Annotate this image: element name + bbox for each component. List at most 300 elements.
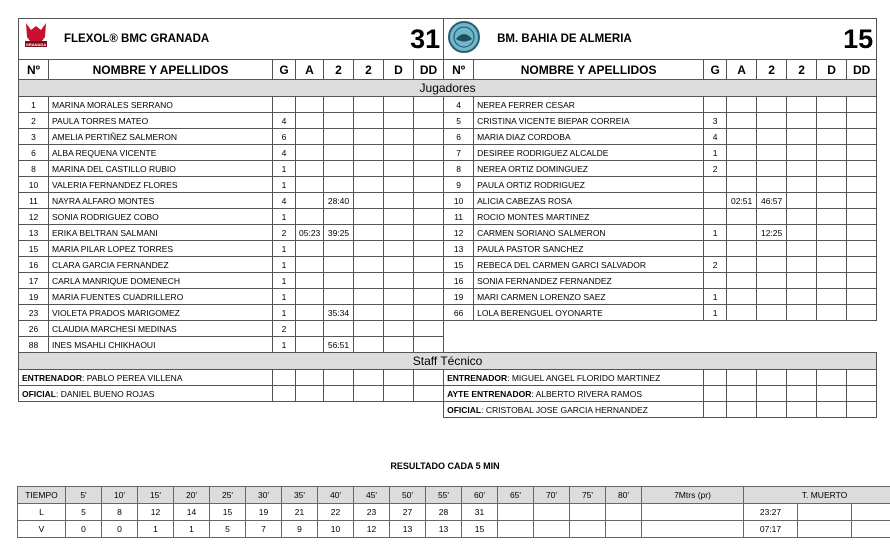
home-player-stat [354,129,384,145]
player-row [19,305,877,321]
away-player-stat [727,289,757,305]
column-header: DD [847,60,877,80]
staff-stat [273,370,296,386]
results-value [534,521,570,538]
player-row [19,241,877,257]
away-player-stat [704,97,727,113]
results-value: 13 [390,521,426,538]
empty-area [444,321,877,353]
home-player-stat [324,289,354,305]
home-player-number: 16 [19,257,49,273]
home-player-name: ALBA REQUENA VICENTE [49,145,273,161]
home-player-stat [384,177,414,193]
away-player-stat [847,289,877,305]
away-player-name: MARIA DIAZ CORDOBA [474,129,704,145]
away-player-stat [817,209,847,225]
staff-section-row [19,353,877,370]
staff-role: ENTRENADOR [22,372,82,383]
home-player-stat [324,257,354,273]
staff-stat [354,386,384,402]
home-player-stat [296,129,324,145]
home-player-stat [384,209,414,225]
player-row [19,97,877,113]
player-row [19,193,877,209]
away-player-stat [787,225,817,241]
home-player-stat [324,209,354,225]
away-player-stat [847,193,877,209]
results-header-cell: 20' [174,487,210,504]
home-player-name: CLARA GARCIA FERNANDEZ [49,257,273,273]
results-value [534,504,570,521]
home-player-stat: 35:34 [324,305,354,321]
home-player-number: 13 [19,225,49,241]
home-player-stat [354,305,384,321]
player-row [19,289,877,305]
away-player-stat [757,161,787,177]
column-header: A [727,60,757,80]
away-player-stat [727,97,757,113]
away-team-name: BM. BAHIA DE ALMERIA [497,33,632,45]
home-player-stat [414,273,444,289]
staff-stat [787,402,817,418]
home-player-number: 26 [19,321,49,337]
results-value: 12 [138,504,174,521]
home-player-number: 11 [19,193,49,209]
home-player-stat [324,177,354,193]
home-player-stat [414,305,444,321]
staff-stat [787,386,817,402]
away-player-number: 8 [444,161,474,177]
staff-stat [727,370,757,386]
away-player-stat: 2 [704,257,727,273]
column-header: D [384,60,414,80]
results-title: RESULTADO CADA 5 MIN [390,461,500,471]
players-table [18,18,877,418]
column-header: Nº [444,60,474,80]
away-player-stat [727,257,757,273]
away-player-stat [847,209,877,225]
home-player-name: MARIA PILAR LOPEZ TORRES [49,241,273,257]
away-player-stat [787,129,817,145]
away-player-number: 12 [444,225,474,241]
results-header-cell: 45' [354,487,390,504]
away-player-stat [787,97,817,113]
player-row [19,145,877,161]
results-table [17,486,890,538]
away-player-stat [757,257,787,273]
results-value: 0 [102,521,138,538]
results-value: 15 [462,521,498,538]
staff-stat [727,386,757,402]
home-player-stat [414,337,444,353]
away-player-stat [727,113,757,129]
column-header: G [273,60,296,80]
home-player-stat [384,337,414,353]
away-player-name: LOLA BERENGUEL OYONARTE [474,305,704,321]
staff-stat [757,402,787,418]
player-row [19,113,877,129]
home-player-stat [414,257,444,273]
away-player-stat [847,225,877,241]
timeout-value: 07:17 [744,521,798,538]
results-header-cell: 80' [606,487,642,504]
home-player-stat: 1 [273,241,296,257]
results-row-label: V [18,521,66,538]
home-player-number: 10 [19,177,49,193]
away-team-header [444,19,877,60]
home-player-name: MARIA FUENTES CUADRILLERO [49,289,273,305]
results-value: 1 [138,521,174,538]
home-staff-member [19,370,273,386]
away-player-stat: 2 [704,161,727,177]
results-value: 5 [210,521,246,538]
away-player-stat [817,289,847,305]
home-player-name: SONIA RODRIGUEZ COBO [49,209,273,225]
home-player-stat [384,289,414,305]
away-player-stat [817,273,847,289]
home-staff-member [19,386,273,402]
away-player-number: 7 [444,145,474,161]
player-row [19,177,877,193]
staff-stat [324,386,354,402]
results-value [498,504,534,521]
results-header-cell: 7Mtrs (pr) [642,487,744,504]
away-player-stat [847,161,877,177]
away-player-number: 13 [444,241,474,257]
results-header-cell: 50' [390,487,426,504]
column-header: 2 [354,60,384,80]
home-player-stat [296,305,324,321]
away-player-stat [727,129,757,145]
away-player-stat [757,113,787,129]
home-player-stat: 1 [273,337,296,353]
home-player-stat [414,241,444,257]
home-player-stat [354,209,384,225]
staff-row [19,370,877,386]
away-player-number: 66 [444,305,474,321]
home-player-stat: 56:51 [324,337,354,353]
results-value: 7 [246,521,282,538]
away-player-name: ALICIA CABEZAS ROSA [474,193,704,209]
away-player-stat [757,209,787,225]
away-player-stat [817,177,847,193]
home-player-stat [354,225,384,241]
home-player-stat [384,161,414,177]
away-player-stat: 46:57 [757,193,787,209]
empty-area [19,402,444,418]
away-player-stat [704,241,727,257]
staff-stat [414,370,444,386]
away-player-stat [787,241,817,257]
away-player-stat [704,273,727,289]
column-header: A [296,60,324,80]
home-player-stat: 1 [273,161,296,177]
results-value: 15 [210,504,246,521]
staff-section-title: Staff Técnico [19,353,877,370]
staff-stat [847,386,877,402]
column-header: 2 [324,60,354,80]
home-player-stat [273,97,296,113]
staff-stat [787,370,817,386]
staff-stat [817,370,847,386]
away-player-stat: 1 [704,225,727,241]
staff-role: OFICIAL [447,404,482,415]
staff-stat [384,386,414,402]
results-value: 21 [282,504,318,521]
home-player-stat [324,161,354,177]
home-player-stat [354,145,384,161]
results-row [18,504,890,521]
results-header-cell: 10' [102,487,138,504]
home-player-stat [354,241,384,257]
results-row-label: L [18,504,66,521]
away-player-number: 6 [444,129,474,145]
home-player-stat [296,257,324,273]
results-value: 8 [102,504,138,521]
results-row [18,521,890,538]
column-header: D [817,60,847,80]
home-player-stat [354,337,384,353]
away-player-number: 10 [444,193,474,209]
home-player-stat [354,97,384,113]
away-player-name: DESIREE RODRIGUEZ ALCALDE [474,145,704,161]
home-player-stat [384,193,414,209]
home-player-stat [414,129,444,145]
results-value: 31 [462,504,498,521]
staff-row [19,386,877,402]
results-value: 5 [66,504,102,521]
staff-name: : PABLO PEREA VILLENA [81,372,183,383]
home-player-stat [384,257,414,273]
home-player-stat [354,321,384,337]
home-player-stat [414,209,444,225]
home-player-stat: 4 [273,193,296,209]
away-player-stat [787,257,817,273]
home-player-stat: 2 [273,321,296,337]
home-player-name: PAULA TORRES MATEO [49,113,273,129]
home-player-stat: 1 [273,273,296,289]
away-staff-member [444,402,704,418]
away-player-stat [847,241,877,257]
timeout-value [798,521,852,538]
away-player-stat [787,113,817,129]
home-player-stat [384,321,414,337]
staff-name: : MIGUEL ANGEL FLORIDO MARTINEZ [507,372,661,383]
home-player-stat: 1 [273,177,296,193]
staff-stat [296,386,324,402]
results-header-row [18,487,890,504]
away-player-name: PAULA ORTIZ RODRIGUEZ [474,177,704,193]
away-player-stat [787,209,817,225]
home-player-stat [414,193,444,209]
home-player-stat [414,289,444,305]
away-player-stat: 1 [704,289,727,305]
results-header-cell: 40' [318,487,354,504]
home-player-stat [324,321,354,337]
away-player-stat [847,257,877,273]
staff-row [19,402,877,418]
away-player-name: SONIA FERNANDEZ FERNANDEZ [474,273,704,289]
results-value: 10 [318,521,354,538]
teams-header [19,19,877,60]
home-player-number: 17 [19,273,49,289]
home-player-stat [384,225,414,241]
away-player-stat [757,177,787,193]
away-player-stat [847,113,877,129]
home-player-stat [296,145,324,161]
home-player-stat [296,161,324,177]
home-player-stat [324,113,354,129]
home-player-name: INES MSAHLI CHIKHAOUI [49,337,273,353]
away-player-number: 11 [444,209,474,225]
staff-stat [273,386,296,402]
staff-stat [384,370,414,386]
results-value [642,521,744,538]
staff-stat [847,370,877,386]
away-player-stat [727,209,757,225]
staff-role: OFICIAL [22,388,56,399]
home-player-stat [414,97,444,113]
away-player-stat [817,161,847,177]
staff-stat [847,402,877,418]
home-player-stat: 28:40 [324,193,354,209]
home-player-stat [296,289,324,305]
home-player-number: 8 [19,161,49,177]
home-team-score: 31 [410,23,441,54]
away-player-number: 19 [444,289,474,305]
staff-name: : ALBERTO RIVERA RAMOS [531,388,643,399]
away-player-name: NEREA FERRER CESAR [474,97,704,113]
staff-stat [817,386,847,402]
home-player-stat [414,145,444,161]
away-player-stat [757,273,787,289]
results-header-cell: 15' [138,487,174,504]
home-player-number: 6 [19,145,49,161]
away-player-name: MARI CARMEN LORENZO SAEZ [474,289,704,305]
players-section-title: Jugadores [19,80,877,97]
home-player-stat [296,337,324,353]
staff-stat [704,386,727,402]
home-player-stat [324,273,354,289]
away-player-name: CRISTINA VICENTE BIEPAR CORREIA [474,113,704,129]
away-player-stat [817,225,847,241]
away-player-stat [757,305,787,321]
away-player-stat [817,97,847,113]
results-header-cell: 65' [498,487,534,504]
home-player-stat: 1 [273,209,296,225]
away-player-stat [727,177,757,193]
column-header: NOMBRE Y APELLIDOS [474,60,704,80]
match-sheet [18,18,876,418]
away-player-stat [787,145,817,161]
home-player-stat: 4 [273,145,296,161]
player-row [19,273,877,289]
column-headers [19,60,877,80]
away-player-stat [817,241,847,257]
away-player-stat [847,177,877,193]
away-player-stat [787,289,817,305]
results-value: 1 [174,521,210,538]
home-player-stat [384,129,414,145]
away-player-number: 5 [444,113,474,129]
results-header-cell: 5' [66,487,102,504]
home-player-stat [384,241,414,257]
home-player-stat [414,321,444,337]
away-player-stat [847,305,877,321]
away-player-stat: 12:25 [757,225,787,241]
results-value: 13 [426,521,462,538]
home-player-stat [354,289,384,305]
away-player-stat: 1 [704,145,727,161]
home-player-name: NAYRA ALFARO MONTES [49,193,273,209]
away-player-stat [787,161,817,177]
results-header-cell: 55' [426,487,462,504]
home-player-stat [414,113,444,129]
away-staff-member [444,386,704,402]
away-player-stat [787,193,817,209]
away-player-number: 9 [444,177,474,193]
home-player-number: 1 [19,97,49,113]
staff-stat [324,370,354,386]
home-player-number: 88 [19,337,49,353]
results-value [570,504,606,521]
results-value: 22 [318,504,354,521]
home-player-name: VIOLETA PRADOS MARIGOMEZ [49,305,273,321]
home-player-stat: 6 [273,129,296,145]
home-player-stat [384,305,414,321]
home-player-name: VALERIA FERNANDEZ FLORES [49,177,273,193]
staff-stat [817,402,847,418]
away-player-stat [787,305,817,321]
home-player-stat [354,177,384,193]
column-header: Nº [19,60,49,80]
away-player-stat [847,273,877,289]
away-player-stat [817,145,847,161]
results-value [606,521,642,538]
staff-stat [704,370,727,386]
home-player-number: 19 [19,289,49,305]
home-player-stat [296,209,324,225]
home-player-name: CARLA MANRIQUE DOMENECH [49,273,273,289]
home-player-stat [354,193,384,209]
timeout-value [852,504,890,521]
away-player-name: CARMEN SORIANO SALMERON [474,225,704,241]
away-player-stat [727,225,757,241]
home-player-stat [296,273,324,289]
away-player-stat [817,129,847,145]
column-header: 2 [757,60,787,80]
results-value: 14 [174,504,210,521]
home-player-stat [296,241,324,257]
home-player-stat: 05:23 [296,225,324,241]
home-player-number: 12 [19,209,49,225]
results-header-cell: 35' [282,487,318,504]
home-player-stat [296,177,324,193]
player-row [19,257,877,273]
results-value [606,504,642,521]
home-player-stat: 39:25 [324,225,354,241]
home-player-stat [414,177,444,193]
away-player-name: ROCIO MONTES MARTINEZ [474,209,704,225]
staff-stat [727,402,757,418]
away-player-stat [817,257,847,273]
away-player-number: 15 [444,257,474,273]
home-player-stat: 1 [273,289,296,305]
away-player-stat [704,209,727,225]
home-team-header [19,19,444,60]
home-player-stat [384,113,414,129]
results-value: 19 [246,504,282,521]
